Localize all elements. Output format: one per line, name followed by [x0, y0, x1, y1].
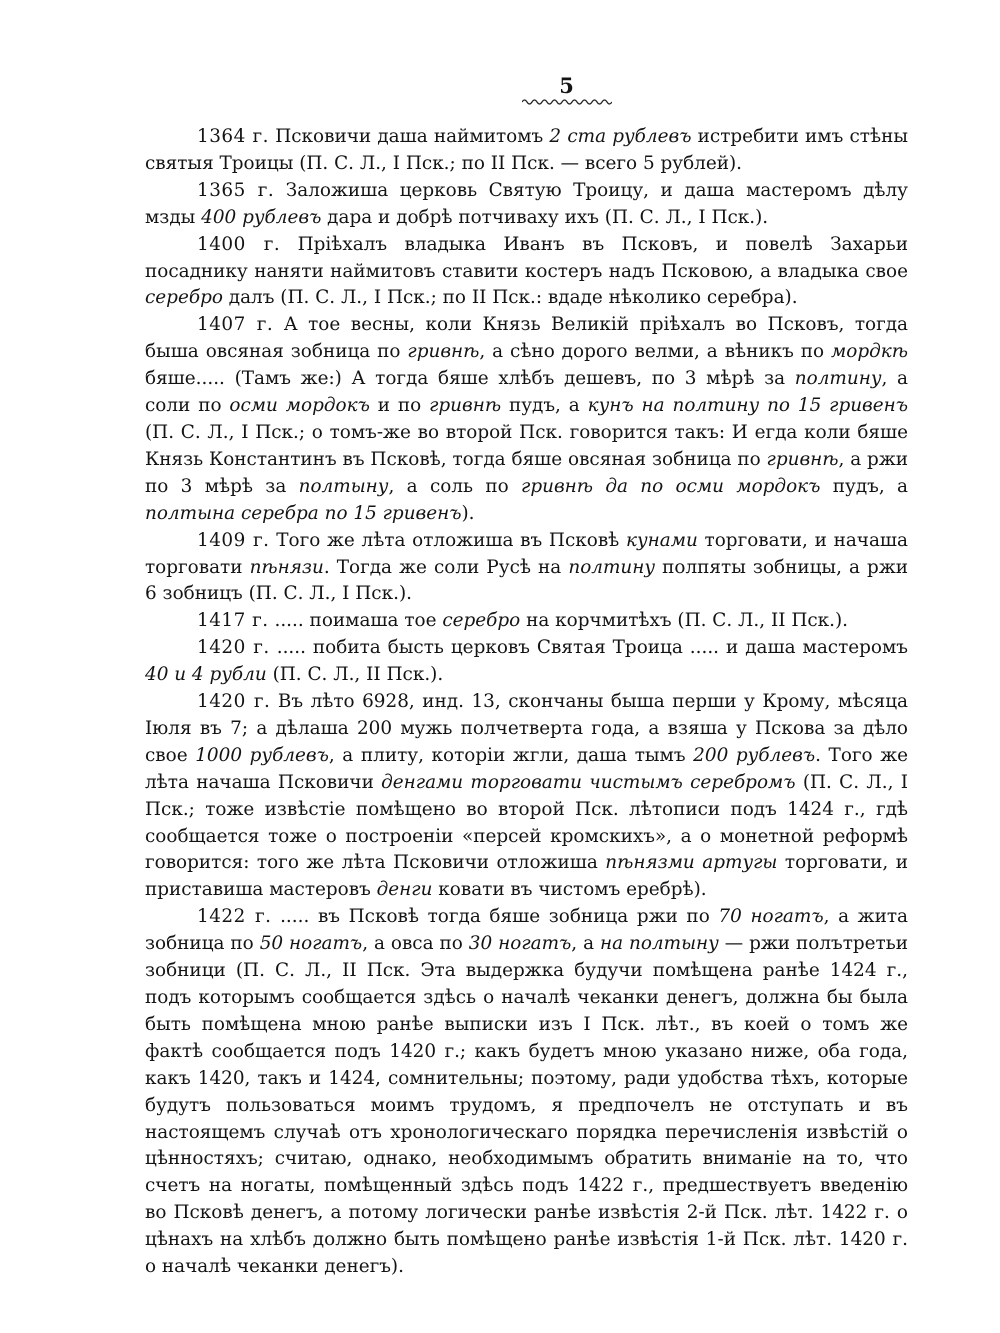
entry-text: , а жита зобница по: [145, 906, 908, 955]
entry-text: ..... побита бысть церковъ Святая Троица ..... и даша мастеромъ: [269, 637, 908, 659]
entry-year: 1420 г.: [197, 637, 270, 659]
entry-italic-term: денгами торговати чистымъ серебромъ: [381, 771, 796, 793]
entry-text: торговати, и приставиша мастеровъ: [145, 852, 908, 901]
entry-italic-term: 2 ста рублевъ: [549, 126, 692, 147]
entry-text: пудъ, а: [501, 395, 588, 417]
entry-text: ..... въ Псковѣ тогда бяше зобница ржи по: [271, 906, 719, 928]
entry-text: , а плиту, которіи жгли, даша тымъ: [328, 744, 694, 766]
chronicle-entry: [145, 178, 908, 232]
entry-italic-term: 40 и 4 рубли: [145, 664, 267, 686]
entry-year: 1417 г.: [197, 610, 269, 632]
entry-text: А тое весны, коли Князь Великій пріѣхалъ во Псковъ, тогда быша овсяная зобница по: [145, 314, 909, 363]
entry-text: (П. С. Л., I Пск.; тоже извѣстіе помѣщено во второй Пск. лѣтописи подъ 1424 г., гдѣ сообщается тоже о построеніи «персей кромскихъ», а о монетной реформѣ говорится: того же лѣта Псковичи отложиша: [145, 771, 908, 874]
entry-italic-term: 30 ногатъ: [468, 933, 572, 955]
entry-text: (П. С. Л., I Пск.; о томъ-же во второй Пск. говорится такъ: И егда коли бяше Князь Константинъ въ Псковѣ, тогда бяше овсяная зобница по: [145, 421, 908, 470]
entry-italic-term: полтыну: [298, 475, 389, 497]
entry-text: , а сѣно дорого велми, а вѣникъ по: [479, 341, 832, 363]
chronicle-entry: [145, 689, 908, 904]
entry-text: дара и добрѣ потчиваху ихъ (П. С. Л., I Пск.).: [321, 206, 769, 228]
entry-italic-term: серебро: [442, 610, 521, 632]
entry-text: бяше..... (Тамъ же:) А тогда бяше хлѣбъ дешевъ, по 3 мѣрѣ за: [145, 368, 795, 390]
entry-italic-term: кунами: [626, 529, 698, 551]
entry-year: 1409 г.: [197, 529, 270, 551]
entry-italic-term: серебро: [145, 287, 223, 309]
chronicle-entry: [145, 232, 908, 313]
entry-year: 1365 г.: [197, 179, 275, 201]
entry-text: . Тогда же соли Русѣ на: [323, 556, 569, 578]
entry-text: и по: [369, 395, 430, 417]
entry-year: 1364 г.: [197, 126, 269, 147]
entry-italic-term: полтына серебра по 15 гривенъ: [145, 502, 462, 524]
entry-italic-term: мордкѣ: [831, 341, 908, 363]
entry-text: Въ лѣто 6928, инд. 13, скончаны быша перши у Крому, мѣсяца Іюля въ 7; а дѣлаша 200 мужь полчетверта года, а взяша у Пскова за дѣло свое: [145, 691, 908, 766]
chronicle-entry: [145, 904, 908, 1281]
entry-text: Заложиша церковь Святую Троицу, и даша мастеромъ дѣлу мзды: [145, 179, 908, 228]
entry-italic-term: гривнѣ: [407, 341, 480, 363]
entry-text: ..... поимаша тое: [268, 610, 443, 632]
entry-italic-term: 400 рублевъ: [201, 206, 322, 228]
chronicle-entry: [145, 608, 908, 635]
entry-italic-term: 50 ногатъ: [259, 933, 363, 955]
entry-text: ).: [461, 502, 475, 524]
entry-text: истребити имъ стѣны святыя Троицы (П. С. Л., I Пск.; по II Пск. — всего 5 рублей).: [145, 126, 908, 174]
entry-italic-term: гривнѣ: [766, 448, 839, 470]
entry-italic-term: пѣнязи: [249, 556, 324, 578]
entry-italic-term: осми мордокъ: [229, 395, 370, 417]
entry-italic-term: пѣнязми артугы: [605, 852, 778, 874]
entry-text: , а соли по: [145, 368, 908, 417]
entry-text: . Того же лѣта начаша Псковичи: [145, 744, 909, 793]
entry-text: , а овса по: [362, 933, 469, 955]
entry-text: полпяты зобницы, а ржи 6 зобницъ (П. С. Л., I Пск.).: [145, 556, 908, 605]
entry-italic-term: гривнѣ: [429, 395, 502, 417]
entry-text: на корчмитѣхъ (П. С. Л., II Пск.).: [520, 610, 849, 632]
entry-italic-term: 70 ногатъ: [718, 906, 824, 928]
page-number-ornament: [522, 98, 612, 106]
chronicle-entry: [145, 635, 908, 689]
entry-text: Того же лѣта отложиша въ Псковѣ: [269, 529, 626, 551]
entry-text: , а ржи по 3 мѣрѣ за: [145, 448, 908, 497]
entry-text: торговати, и начаша торговати: [145, 529, 908, 578]
entry-italic-term: на полтыну: [599, 933, 719, 955]
entry-text: ковати въ чистомъ еребрѣ).: [432, 879, 707, 901]
entry-text: пудъ, а: [820, 475, 908, 497]
entry-text: Псковичи даша наймитомъ: [269, 126, 550, 147]
entry-text: далъ (П. С. Л., I Пск.; по II Пск.: вдаде нѣколико серебра).: [222, 287, 798, 309]
entry-italic-term: 200 рублевъ: [693, 744, 816, 766]
entry-italic-term: денги: [376, 879, 433, 901]
chronicle-entry: [145, 528, 908, 609]
entry-year: 1400 г.: [197, 233, 281, 255]
page-number: 5: [559, 73, 574, 98]
chronicle-entry: [145, 312, 908, 527]
entry-text: — ржи полътретьи зобници (П. С. Л., II Пск. Эта выдержка будучи помѣщена ранѣе 1424 г., подъ которымъ сообщается здѣсь о началѣ чеканки денегъ, должна бы была быть помѣщена мною ранѣе выписки изъ I Пск. лѣт., въ коей о томъ же фактѣ сообщается подъ 1420 г.; какъ будетъ мною указано ниже, оба года, какъ 1420, такъ и 1424, сомнительны; поэтому, ради удобства тѣхъ, которые будутъ пользоваться моимъ трудомъ, я предпочелъ не отступать и въ настоящемъ случаѣ отъ хронологическаго порядка перечисленія извѣстій о цѣнностяхъ; считаю, однако, необходимымъ обратить вниманіе на то, что счетъ на ногаты, помѣщенный здѣсь подъ 1422 г., предшествуетъ введенію во Псковѣ денегъ, а потому логически ранѣе извѣстія 2-й Пск. лѣт. 1422 г. о цѣнахъ на хлѣбъ должно быть помѣщено ранѣе извѣстія 1-й Пск. лѣт. 1420 г. о началѣ чеканки денегъ).: [145, 933, 908, 1278]
entry-text: (П. С. Л., II Пск.).: [266, 664, 444, 686]
entry-text: Пріѣхалъ владыка Иванъ въ Псковъ, и повелѣ Захарьи посаднику наняти наймитовъ ставити костеръ надъ Псковою, а владыка свое: [145, 233, 908, 282]
chronicle-entry: [145, 124, 908, 178]
entry-italic-term: гривнѣ да по осми мордокъ: [521, 475, 821, 497]
entry-year: 1422 г.: [197, 906, 272, 928]
entry-year: 1407 г.: [197, 314, 274, 336]
entry-year: 1420 г.: [197, 691, 271, 713]
entry-text: , а: [571, 933, 600, 955]
entry-italic-term: 1000 рублевъ: [195, 744, 329, 766]
entry-italic-term: кунъ на полтину по 15 гривенъ: [587, 395, 909, 417]
entry-text: , а соль по: [388, 475, 522, 497]
entry-italic-term: полтину: [794, 368, 882, 390]
entry-italic-term: полтину: [568, 556, 656, 578]
chronicle-entries: [145, 124, 908, 1281]
